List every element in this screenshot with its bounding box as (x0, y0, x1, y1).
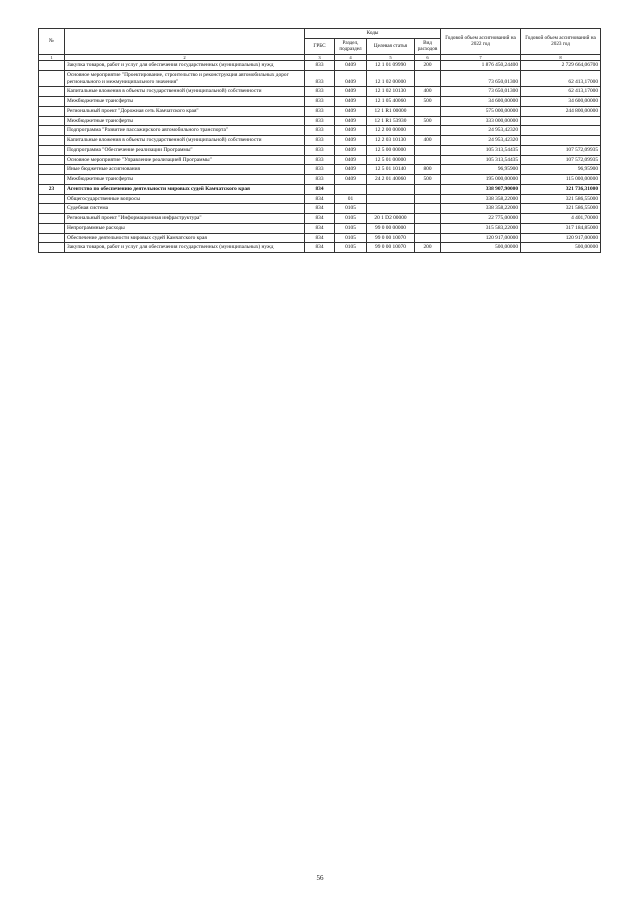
table-cell-a2: 34 600,00000 (521, 97, 601, 107)
table-cell-name: Непрограммные расходы (65, 223, 305, 233)
table-cell-a1: 333 000,00000 (441, 116, 521, 126)
table-cell-name: Региональный проект "Информационная инфраструктура" (65, 214, 305, 224)
table-cell-name: Подпрограмма "Обеспечение реализации Программы" (65, 145, 305, 155)
col-number: № (39, 29, 65, 55)
table-cell-vr (415, 204, 441, 214)
table-cell-a1: 338 358,22000 (441, 194, 521, 204)
table-row (39, 61, 601, 71)
table-cell-a1: 105 313,54435 (441, 155, 521, 165)
table-cell-a2: 120 917,00000 (521, 233, 601, 243)
table-cell-a2: 317 184,85000 (521, 223, 601, 233)
table-cell-cs: 20 1 D2 00000 (367, 214, 415, 224)
table-cell-vr (415, 233, 441, 243)
table-cell-grbs: 833 (305, 61, 335, 71)
table-cell-cs: 99 0 00 10070 (367, 243, 415, 253)
table-cell-rz: 0409 (335, 136, 367, 146)
table-cell-rz (335, 184, 367, 194)
table-cell-a2 (521, 136, 601, 146)
table-cell-cs: 12 5 01 10140 (367, 165, 415, 175)
table-cell-grbs: 833 (305, 145, 335, 155)
table-cell-grbs: 833 (305, 175, 335, 185)
table-cell-vr (415, 70, 441, 87)
table-cell-a2: 500,00000 (521, 243, 601, 253)
table-cell-cs: 12 1 02 00000 (367, 70, 415, 87)
table-row (39, 233, 601, 243)
table-cell-a2: 4 401,70000 (521, 214, 601, 224)
table-cell-vr: 200 (415, 243, 441, 253)
table-cell-rz: 0409 (335, 116, 367, 126)
table-cell-vr: 400 (415, 87, 441, 97)
table-cell-cs (367, 204, 415, 214)
table-cell-rz: 0409 (335, 165, 367, 175)
table-cell-n (39, 87, 65, 97)
table-cell-cs: 24 2 01 40060 (367, 175, 415, 185)
header-row-1 (39, 29, 601, 39)
table-cell-a2: 321 586,55000 (521, 204, 601, 214)
table-cell-n (39, 136, 65, 146)
table-cell-name: Иные бюджетные ассигнования (65, 165, 305, 175)
col-name (65, 29, 305, 55)
table-row (39, 70, 601, 87)
table-cell-name: Капитальные вложения в объекты государственной (муниципальной) собственности (65, 136, 305, 146)
table-cell-grbs: 834 (305, 204, 335, 214)
table-cell-grbs: 833 (305, 106, 335, 116)
table-cell-n (39, 97, 65, 107)
table-cell-cs: 12 1 R1 53930 (367, 116, 415, 126)
index-row: 1 2 3 4 5 6 7 8 (39, 54, 601, 61)
table-cell-cs: 12 1 R1 00000 (367, 106, 415, 116)
table-cell-rz: 0105 (335, 233, 367, 243)
table-cell-n (39, 145, 65, 155)
table-cell-name: Общегосударственные вопросы (65, 194, 305, 204)
table-row (39, 116, 601, 126)
table-cell-rz: 0409 (335, 97, 367, 107)
table-cell-cs: 99 0 00 00000 (367, 223, 415, 233)
table-cell-name: Региональный проект "Дорожная сеть Камчатского края" (65, 106, 305, 116)
table-row (39, 155, 601, 165)
table-cell-a1: 120 917,00000 (441, 233, 521, 243)
table-body (39, 54, 601, 253)
table-cell-vr: 500 (415, 97, 441, 107)
table-cell-grbs: 833 (305, 165, 335, 175)
table-cell-cs: 12 2 00 00000 (367, 126, 415, 136)
table-cell-name: Подпрограмма "Развитие пассажирского автомобильного транспорта" (65, 126, 305, 136)
table-cell-a2: 96,95900 (521, 165, 601, 175)
table-cell-a2: 244 800,00000 (521, 106, 601, 116)
table-cell-name: Межбюджетные трансферты (65, 97, 305, 107)
table-cell-name: Обеспечение деятельности мировых судей Камчатского края (65, 233, 305, 243)
table-cell-n (39, 155, 65, 165)
table-row (39, 126, 601, 136)
table-cell-rz: 0105 (335, 223, 367, 233)
table-cell-cs (367, 184, 415, 194)
table-cell-rz: 0409 (335, 145, 367, 155)
table-cell-n (39, 70, 65, 87)
table-row (39, 87, 601, 97)
table-cell-grbs: 834 (305, 214, 335, 224)
table-cell-a1: 34 600,00000 (441, 97, 521, 107)
table-cell-grbs: 834 (305, 223, 335, 233)
table-cell-a2: 107 572,09935 (521, 155, 601, 165)
table-cell-n (39, 214, 65, 224)
table-cell-vr: 400 (415, 136, 441, 146)
table-cell-a1: 73 650,01300 (441, 70, 521, 87)
table-cell-a1: 73 650,01300 (441, 87, 521, 97)
table-cell-cs (367, 194, 415, 204)
table-cell-grbs: 834 (305, 233, 335, 243)
table-cell-rz: 0105 (335, 243, 367, 253)
table-cell-grbs: 833 (305, 97, 335, 107)
table-cell-n (39, 165, 65, 175)
table-cell-a1: 338 358,22000 (441, 204, 521, 214)
table-cell-vr (415, 223, 441, 233)
table-cell-rz: 0409 (335, 106, 367, 116)
table-cell-a2: 107 572,09935 (521, 145, 601, 155)
budget-table (38, 28, 601, 253)
table-cell-rz: 0409 (335, 155, 367, 165)
table-cell-n (39, 243, 65, 253)
table-cell-n (39, 126, 65, 136)
table-cell-name: Закупка товаров, работ и услуг для обеспечения государственных (муниципальных) нужд (65, 243, 305, 253)
table-cell-vr: 200 (415, 61, 441, 71)
table-row (39, 223, 601, 233)
table-cell-a1: 195 000,00000 (441, 175, 521, 185)
table-cell-vr: 500 (415, 116, 441, 126)
table-cell-vr: 800 (415, 165, 441, 175)
table-cell-rz: 0409 (335, 87, 367, 97)
table-cell-n (39, 223, 65, 233)
table-cell-n (39, 204, 65, 214)
table-row (39, 184, 601, 194)
col-codes-group: Коды (305, 29, 441, 39)
col-vid: Вид расходов (415, 38, 441, 54)
table-cell-a1: 575 000,00000 (441, 106, 521, 116)
table-cell-vr (415, 194, 441, 204)
table-cell-rz: 01 (335, 194, 367, 204)
table-cell-rz: 0105 (335, 204, 367, 214)
table-cell-cs: 12 1 01 09990 (367, 61, 415, 71)
table-cell-vr (415, 155, 441, 165)
col-grbs: ГРБС (305, 38, 335, 54)
table-row (39, 194, 601, 204)
table-cell-grbs: 833 (305, 87, 335, 97)
table-row (39, 136, 601, 146)
col-razdel: Раздел, подраздел (335, 38, 367, 54)
table-cell-a2: 321 736,31000 (521, 184, 601, 194)
table-cell-rz: 0409 (335, 70, 367, 87)
table-row (39, 145, 601, 155)
table-row (39, 243, 601, 253)
table-cell-a2: 115 000,00000 (521, 175, 601, 185)
table-cell-cs: 12 1 02 10130 (367, 87, 415, 97)
table-cell-grbs: 833 (305, 126, 335, 136)
table-cell-cs: 12 5 01 00000 (367, 155, 415, 165)
table-cell-a2: 321 586,55000 (521, 194, 601, 204)
table-cell-grbs: 833 (305, 155, 335, 165)
table-cell-name: Судебная система (65, 204, 305, 214)
table-row (39, 165, 601, 175)
col-2023: Годовой объем ассигнований на 2023 год (521, 29, 601, 55)
table-cell-n (39, 194, 65, 204)
col-article: Целевая статья (367, 38, 415, 54)
table-row (39, 106, 601, 116)
table-cell-grbs: 834 (305, 243, 335, 253)
table-cell-a1: 315 583,22000 (441, 223, 521, 233)
table-cell-grbs: 834 (305, 194, 335, 204)
table-row (39, 204, 601, 214)
table-cell-name: Основное мероприятие "Проектирование, строительство и реконструкция автомобильных дорог регионального и межмуниципального значения" (65, 70, 305, 87)
table-cell-n (39, 116, 65, 126)
table-cell-name: Закупка товаров, работ и услуг для обеспечения государственных (муниципальных) нужд (65, 61, 305, 71)
table-cell-a2 (521, 116, 601, 126)
table-cell-a2 (521, 126, 601, 136)
table-cell-rz: 0409 (335, 61, 367, 71)
table-cell-name: Агентство по обеспечению деятельности мировых судей Камчатского края (65, 184, 305, 194)
table-cell-grbs: 834 (305, 184, 335, 194)
table-cell-name: Межбюджетные трансферты (65, 175, 305, 185)
table-cell-n: 23 (39, 184, 65, 194)
table-cell-a1: 500,00000 (441, 243, 521, 253)
table-cell-n (39, 61, 65, 71)
table-cell-a1: 1 876 450,24400 (441, 61, 521, 71)
table-cell-grbs: 833 (305, 116, 335, 126)
table-cell-vr (415, 184, 441, 194)
table-cell-a2: 2 729 664,06700 (521, 61, 601, 71)
table-cell-n (39, 233, 65, 243)
table-cell-vr (415, 106, 441, 116)
table-cell-grbs: 833 (305, 70, 335, 87)
table-cell-cs: 12 5 00 00000 (367, 145, 415, 155)
page-number: 56 (316, 874, 324, 882)
table-row (39, 97, 601, 107)
table-cell-a2: 62 413,17000 (521, 87, 601, 97)
table-cell-a1: 22 775,00000 (441, 214, 521, 224)
table-cell-a1: 24 953,42320 (441, 136, 521, 146)
table-cell-grbs: 833 (305, 136, 335, 146)
table-row (39, 214, 601, 224)
table-cell-n (39, 175, 65, 185)
table-cell-name: Основное мероприятие "Управление реализацией Программы" (65, 155, 305, 165)
table-row (39, 175, 601, 185)
table-cell-a1: 338 907,90000 (441, 184, 521, 194)
table-cell-n (39, 106, 65, 116)
table-cell-cs: 12 1 05 40060 (367, 97, 415, 107)
table-cell-vr: 500 (415, 175, 441, 185)
table-cell-cs: 99 0 00 10070 (367, 233, 415, 243)
table-cell-name: Межбюджетные трансферты (65, 116, 305, 126)
table-cell-a1: 96,95900 (441, 165, 521, 175)
table-cell-vr (415, 214, 441, 224)
table-cell-rz: 0105 (335, 214, 367, 224)
table-cell-a1: 105 313,54435 (441, 145, 521, 155)
col-2022: Годовой объем ассигнований на 2022 год (441, 29, 521, 55)
table-cell-name: Капитальные вложения в объекты государственной (муниципальной) собственности (65, 87, 305, 97)
table-cell-cs: 12 2 03 10130 (367, 136, 415, 146)
table-cell-a1: 24 953,42320 (441, 126, 521, 136)
table-cell-a2: 62 413,17000 (521, 70, 601, 87)
table-cell-rz: 0409 (335, 175, 367, 185)
table-cell-vr (415, 126, 441, 136)
table-cell-rz: 0409 (335, 126, 367, 136)
table-cell-vr (415, 145, 441, 155)
